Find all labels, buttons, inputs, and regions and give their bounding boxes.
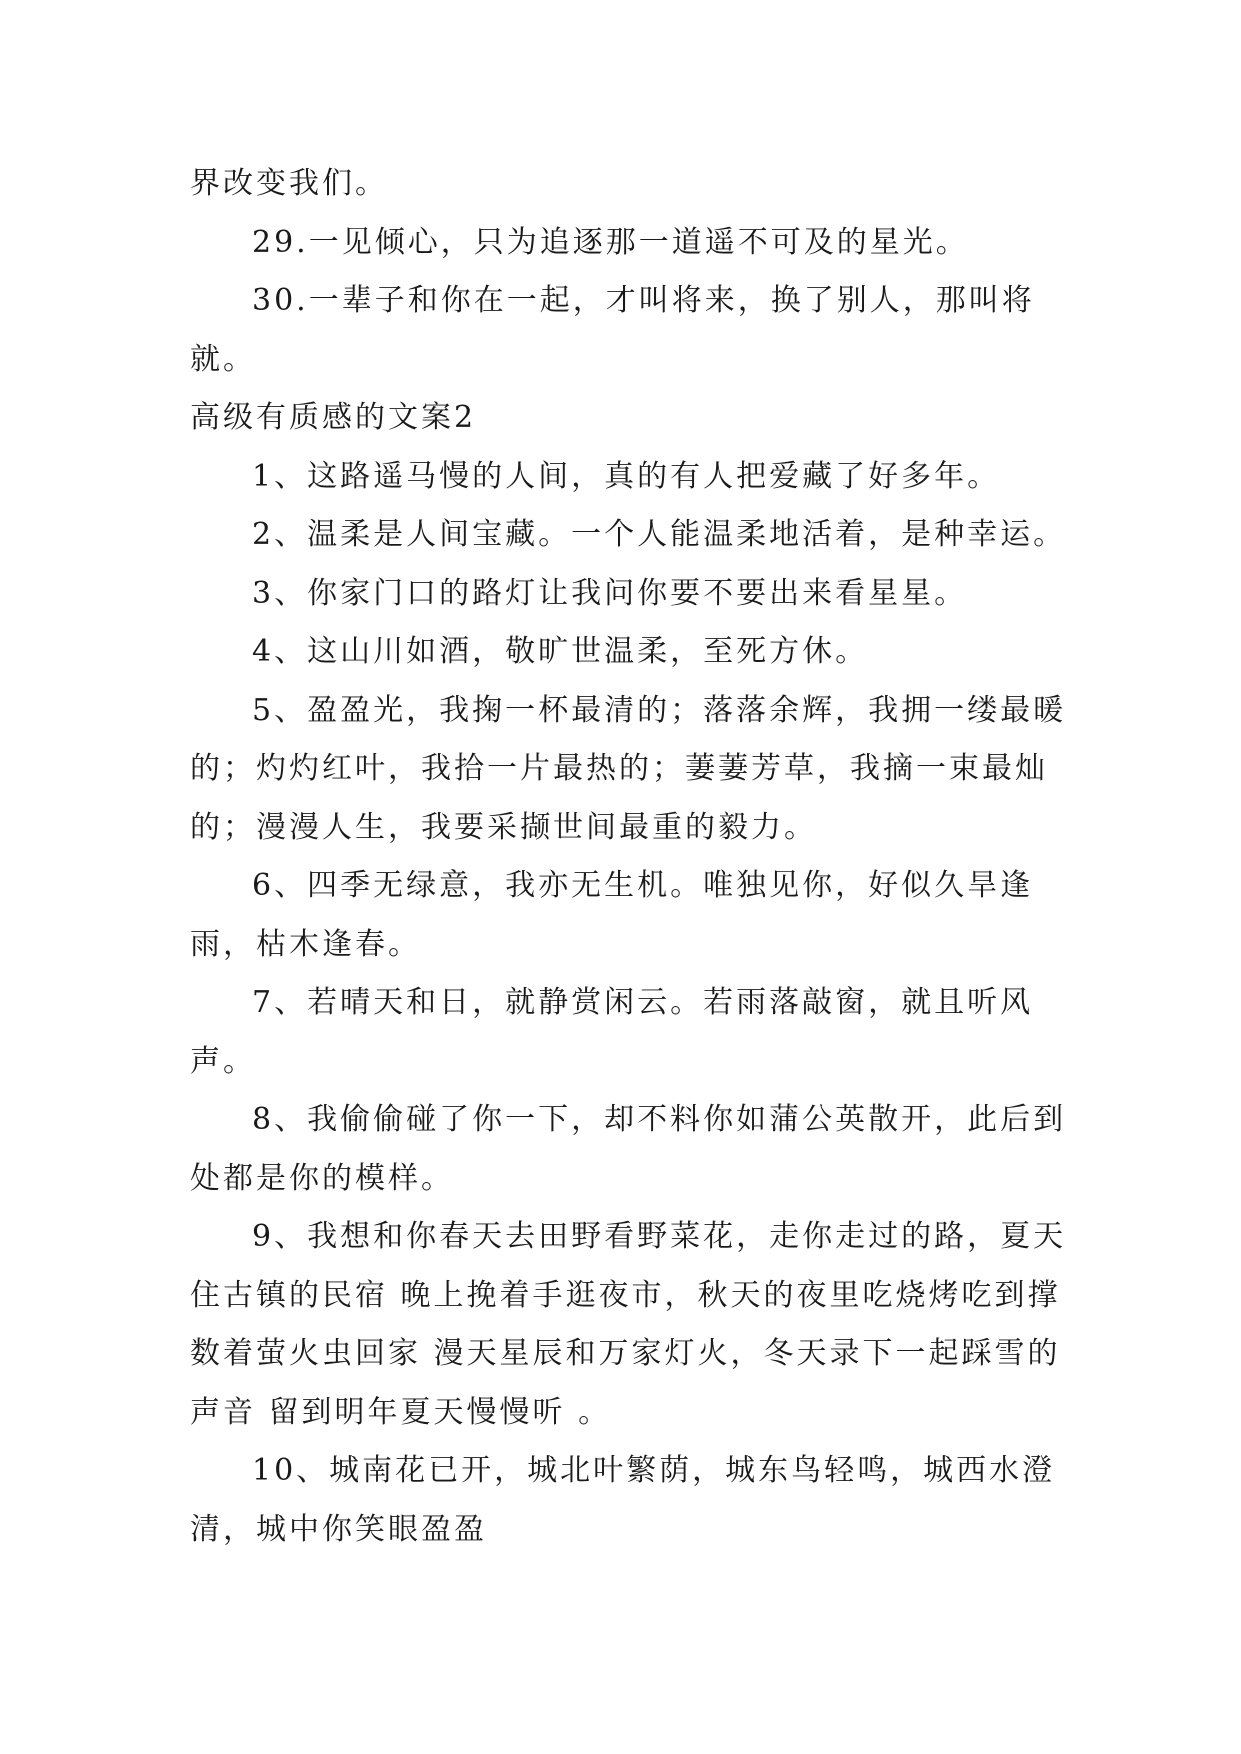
list-item: 2、温柔是人间宝藏。一个人能温柔地活着，是种幸运。 (252, 517, 1067, 552)
list-item: 3、你家门口的路灯让我问你要不要出来看星星。 (252, 575, 968, 611)
list-item: 9、我想和你春天去田野看野菜花，走你走过的路，夏天住古镇的民宿 晚上挽着手逛夜市，秋天的夜里吃烧烤吃到撑 数着萤火虫回家 漫天星辰和万家灯火，冬天录下一起踩雪的声音 留到明年夏天慢慢听 。 (190, 1219, 1074, 1430)
list-item: 1、这路遥马慢的人间，真的有人把爱藏了好多年。 (252, 458, 1001, 494)
list-item: 8、我偷偷碰了你一下，却不料你如蒲公英散开，此后到处都是你的模样。 (190, 1102, 1067, 1196)
document-body (190, 155, 1074, 1559)
list-item: 5、盈盈光，我掬一杯最清的；落落余辉，我拥一缕最暖的；灼灼红叶，我拾一片最热的；萋萋芳草，我摘一束最灿的；漫漫人生，我要采撷世间最重的毅力。 (190, 692, 1067, 845)
section-heading: 高级有质感的文案2 (190, 400, 477, 435)
paragraph-continuation: 界改变我们。 (190, 166, 388, 201)
list-item: 4、这山川如酒，敬旷世温柔，至死方休。 (252, 634, 869, 669)
list-item: 29.一见倾心，只为追逐那一道遥不可及的星光。 (252, 224, 969, 260)
list-item: 10、城南花已开，城北叶繁荫，城东鸟轻鸣，城西水澄清，城中你笑眼盈盈 (190, 1453, 1056, 1547)
list-item: 30.一辈子和你在一起，才叫将来，换了别人，那叫将就。 (190, 283, 1035, 377)
list-item: 6、四季无绿意，我亦无生机。唯独见你，好似久旱逢雨，枯木逢春。 (190, 868, 1034, 962)
list-item: 7、若晴天和日，就静赏闲云。若雨落敲窗，就且听风声。 (190, 985, 1034, 1079)
